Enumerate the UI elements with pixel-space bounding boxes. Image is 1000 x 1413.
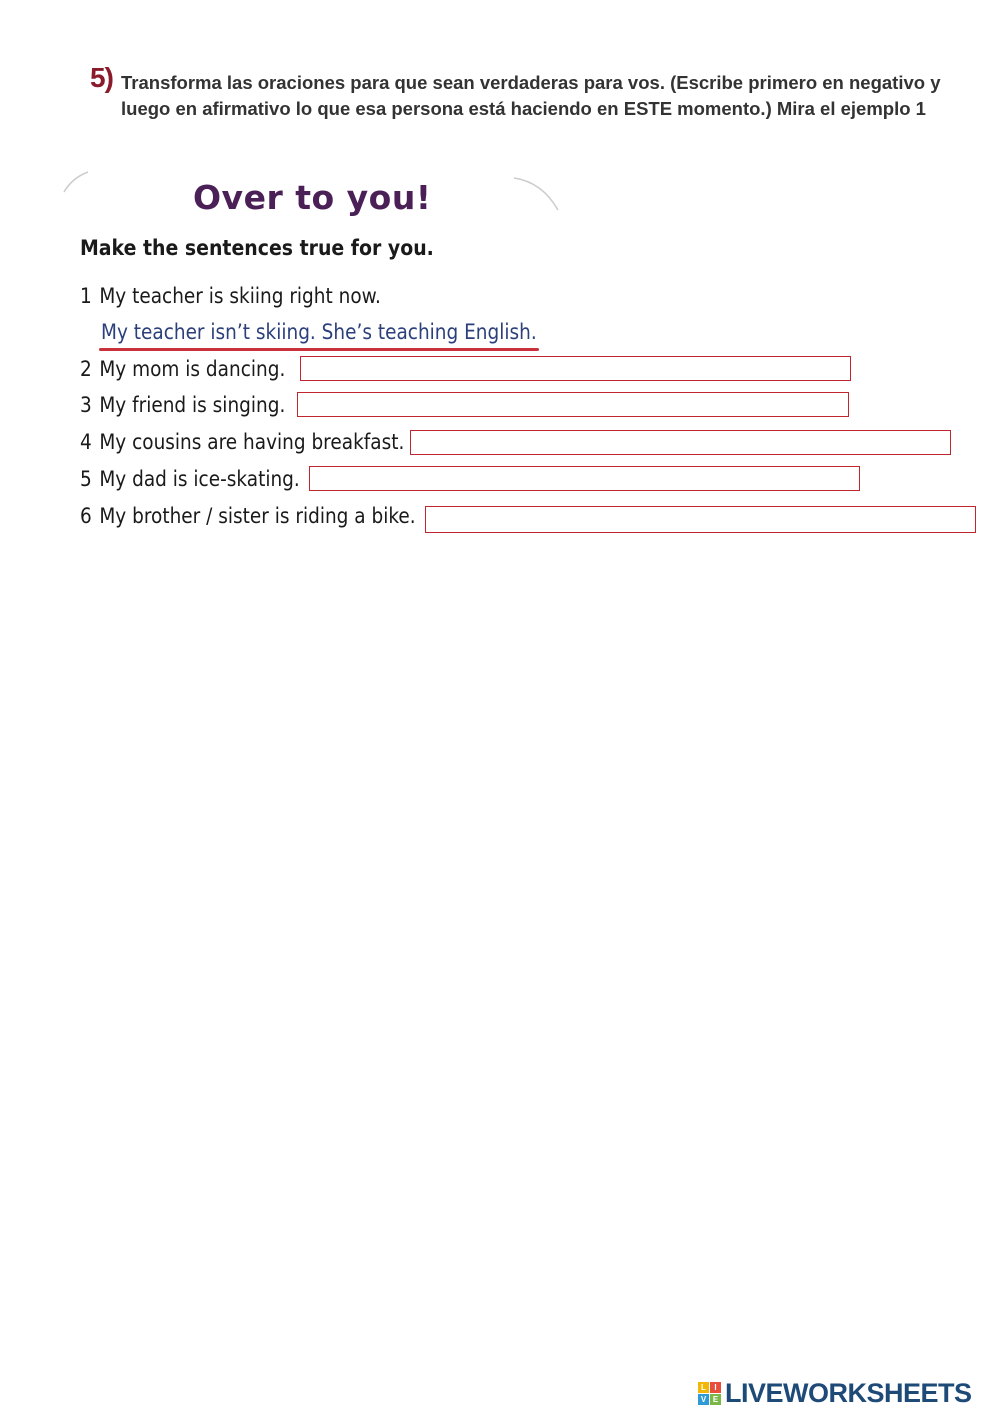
- item-number: 4: [80, 430, 92, 454]
- scan-edge-decoration: [512, 170, 562, 215]
- sentence-item-5: [80, 467, 300, 491]
- answer-field-2[interactable]: [300, 356, 851, 381]
- brand-name: LIVEWORKSHEETS: [725, 1377, 972, 1408]
- item-text: My cousins are having breakfast.: [99, 430, 405, 454]
- item-number: 3: [80, 393, 92, 417]
- answer-field-6[interactable]: [425, 506, 976, 533]
- item-text: My teacher is skiing right now.: [99, 284, 381, 308]
- sentence-item-3: [80, 393, 285, 417]
- logo-letter: E: [710, 1394, 721, 1405]
- section-heading: Over to you!: [193, 178, 432, 217]
- sentence-item-2: [80, 357, 285, 381]
- item-number: 6: [80, 504, 92, 528]
- logo-letter: L: [698, 1382, 709, 1393]
- item-text: My friend is singing.: [99, 393, 286, 417]
- item-text: My mom is dancing.: [99, 357, 286, 381]
- logo-letter: I: [710, 1382, 721, 1393]
- item-number: 5: [80, 467, 92, 491]
- item-number: 2: [80, 357, 92, 381]
- example-underline: [99, 348, 539, 351]
- example-answer: My teacher isn’t skiing. She’s teaching English.: [101, 320, 537, 344]
- answer-field-3[interactable]: [297, 392, 849, 417]
- liveworksheets-logo: [698, 1378, 972, 1408]
- item-text: My dad is ice-skating.: [99, 467, 300, 491]
- item-number: 1: [80, 284, 92, 308]
- sentence-item-6: [80, 504, 416, 528]
- answer-field-5[interactable]: [309, 466, 860, 491]
- logo-grid-icon: [698, 1382, 721, 1405]
- sentence-item-1: [80, 284, 381, 308]
- answer-field-4[interactable]: [410, 430, 951, 455]
- exercise-instructions: Transforma las oraciones para que sean verdaderas para vos. (Escribe primero en negativo y luego en afirmativo lo que esa persona está haciendo en ESTE momento.) Mira el ejemplo 1: [121, 72, 941, 119]
- section-subheading: Make the sentences true for you.: [80, 236, 434, 260]
- sentence-item-4: [80, 430, 404, 454]
- item-text: My brother / sister is riding a bike.: [99, 504, 416, 528]
- exercise-number: 5): [90, 62, 113, 93]
- scan-edge-decoration: [62, 170, 92, 200]
- logo-letter: V: [698, 1394, 709, 1405]
